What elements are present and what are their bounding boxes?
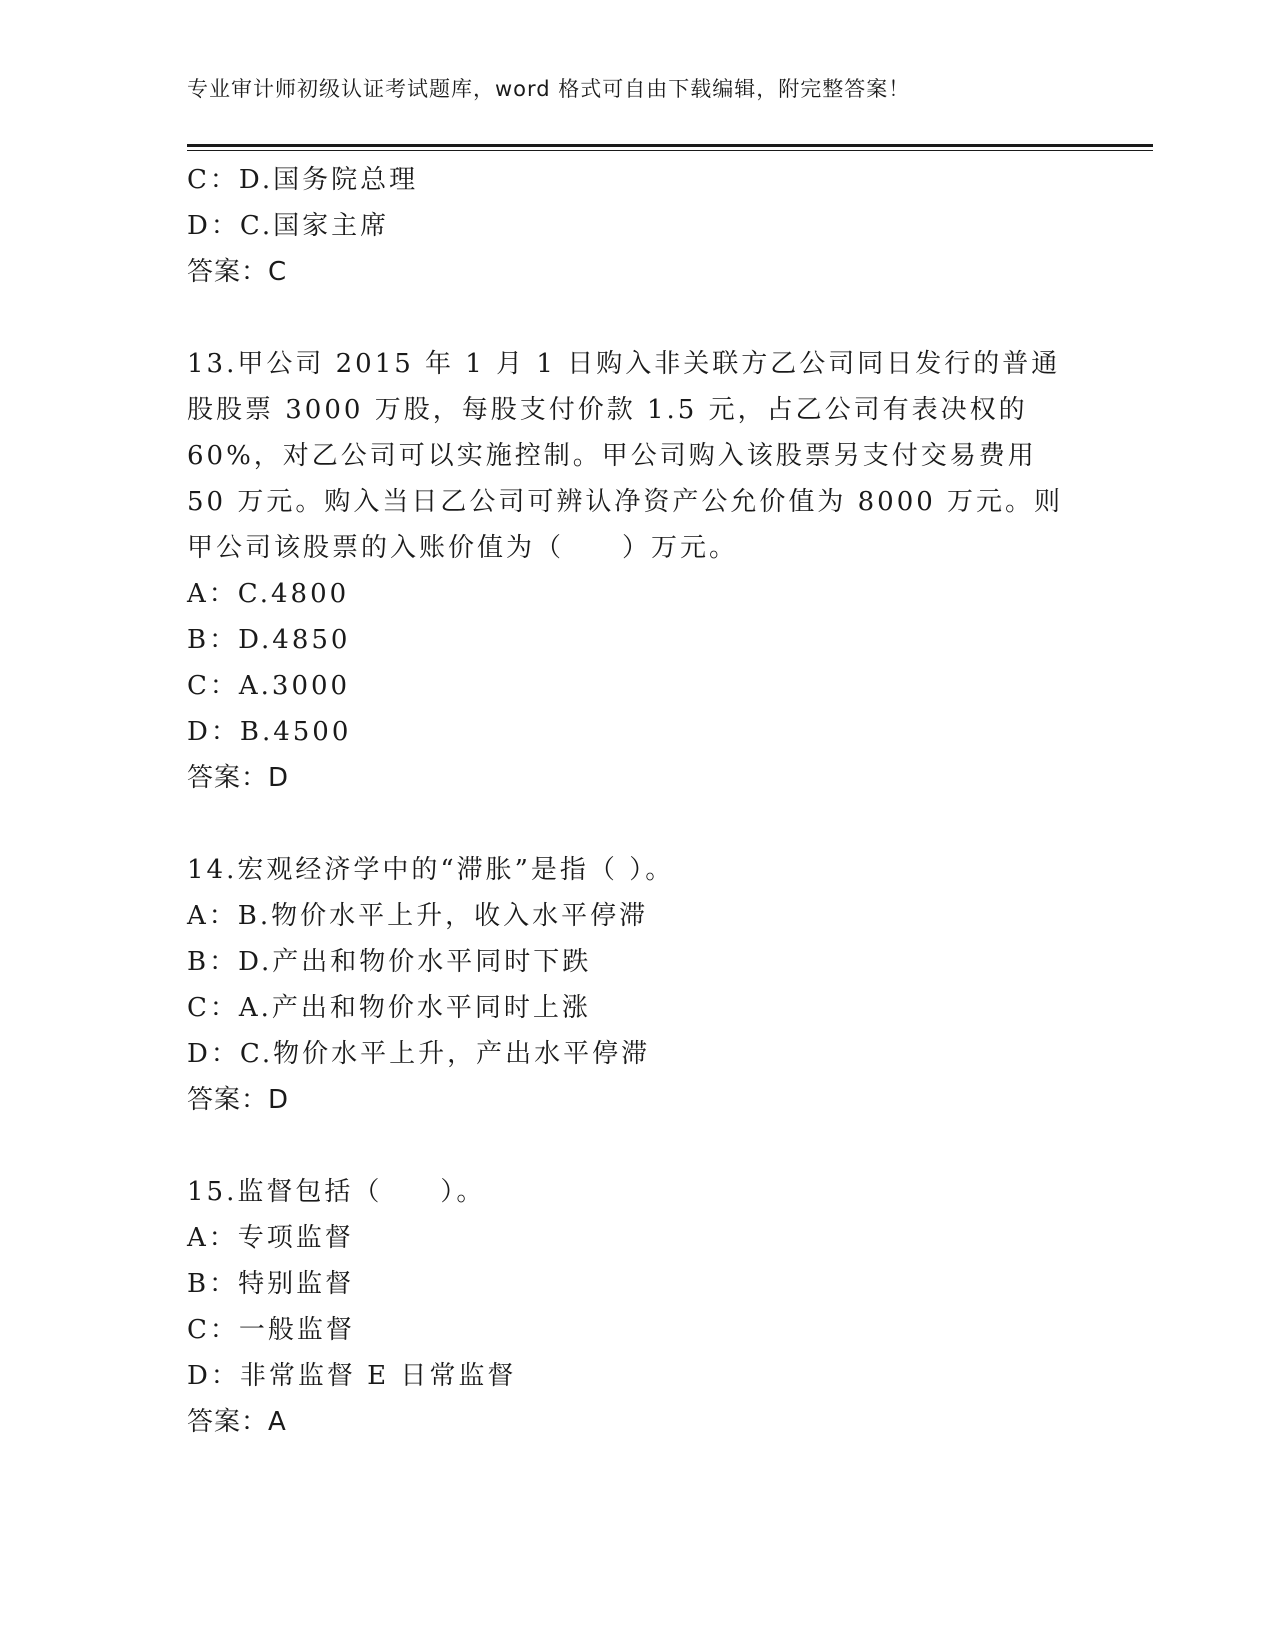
- option-b: B：特别监督: [187, 1269, 355, 1299]
- header-rule-thick: [187, 144, 1153, 147]
- question-14: [187, 847, 1117, 1123]
- page-header: 专业审计师初级认证考试题库，word 格式可自由下载编辑，附完整答案！: [187, 77, 911, 101]
- option-d: D：C.国家主席: [187, 211, 390, 241]
- answer-line: 答案：A: [187, 1407, 287, 1437]
- option-a: A：专项监督: [187, 1223, 354, 1253]
- document-body: [187, 157, 1117, 1445]
- question-stem: 15.监督包括（ ）。: [187, 1177, 486, 1207]
- option-a: A：B.物价水平上升，收入水平停滞: [187, 901, 649, 931]
- option-c: C：D.国务院总理: [187, 165, 419, 195]
- answer-line: 答案：D: [187, 1085, 290, 1115]
- question-13: [187, 341, 1117, 801]
- question-stem: 14.宏观经济学中的“滞胀”是指（ ）。: [187, 855, 675, 885]
- option-a: A：C.4800: [187, 579, 350, 609]
- question-15: [187, 1169, 1117, 1445]
- prev-question-tail: [187, 157, 1117, 295]
- answer-line: 答案：C: [187, 257, 288, 287]
- option-c: C：一般监督: [187, 1315, 355, 1345]
- question-stem: 13.甲公司 2015 年 1 月 1 日购入非关联方乙公司同日发行的普通股股票 3000 万股，每股支付价款 1.5 元，占乙公司有表决权的 60%，对乙公司可以实施控制。甲公司购入该股票另支付交易费用 50 万元。购入当日乙公司可辨认净资产公允价值为 8000 万元。则甲公司该股票的入账价值为（ ）万元。: [187, 349, 1064, 563]
- option-d: D：C.物价水平上升，产出水平停滞: [187, 1039, 651, 1069]
- option-b: B：D.产出和物价水平同时下跌: [187, 947, 592, 977]
- option-c: C：A.产出和物价水平同时上涨: [187, 993, 591, 1023]
- option-d: D：非常监督 E 日常监督: [187, 1361, 517, 1391]
- option-b: B：D.4850: [187, 625, 351, 655]
- option-c: C：A.3000: [187, 671, 351, 701]
- header-rule-thin: [187, 150, 1153, 151]
- option-d: D：B.4500: [187, 717, 352, 747]
- answer-line: 答案：D: [187, 763, 290, 793]
